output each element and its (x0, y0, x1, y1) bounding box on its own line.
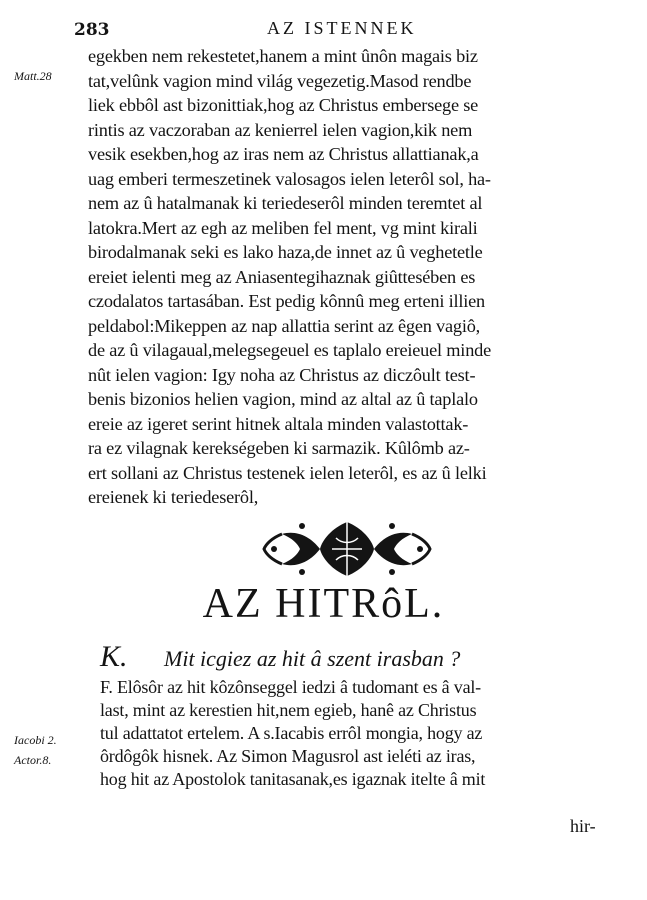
text-line: latokra.Mert az egh az meliben fel ment, vg mint kirali (88, 217, 478, 238)
text-line: rintis az vaczoraban az kenierrel ielen vagion,kik nem (88, 119, 473, 140)
text-line: nem az û hatalmanak ki teriedeserôl minden teremtet al (88, 193, 483, 213)
answer-line: ôrdôgôk hisnek. Az Simon Magusrol ast ieléti az iras, (100, 746, 476, 766)
answer-text (100, 676, 620, 791)
section-heading: AZ HITRôL. (202, 581, 445, 627)
text-line: uag emberi termeszetinek valosagos ielen leterôl sol, ha- (88, 168, 491, 189)
answer-line: tul adattatot ertelem. A s.Iacabis errôl mongia, hogy az (100, 723, 483, 743)
running-title: AZ ISTENNEK (267, 18, 417, 38)
body-text (88, 44, 616, 510)
text-line: ereie az igeret serint hitnek altala minden valastottak- (88, 413, 469, 434)
page-number: 283 (74, 20, 110, 40)
question-text: Mit icgiez az hit â szent irasban ? (164, 646, 461, 671)
text-line: liek ebbôl ast bizonittiak,hog az Christus embersege se (88, 95, 479, 115)
printers-ornament (262, 518, 432, 580)
text-line: ereiet ielenti meg az Aniasentegihaznak giûttesében es (88, 266, 476, 287)
margin-note-james: Iacobi 2. (14, 733, 57, 747)
text-line: nût ielen vagion: Igy noha az Christus az diczôult test- (88, 364, 476, 385)
catechism-question (100, 640, 620, 673)
answer-line: F. Elôsôr az hit kôzônseggel iedzi â tudomant es â val- (100, 677, 481, 697)
text-line: egekben nem rekestetet,hanem a mint ûnôn magais biz (88, 46, 478, 66)
text-line: ereienek ki teriedeserôl, (88, 487, 259, 507)
catchword: hir- (570, 816, 596, 836)
text-line: tat,velûnk vagion mind világ vegezetig.Masod rendbe (88, 70, 472, 91)
text-line: vesik esekben,hog az iras nem az Christus allattianak,a (88, 144, 479, 164)
text-line: ert sollani az Christus testenek ielen leterôl, es az û lelki (88, 462, 487, 483)
text-line: czodalatos tartasában. Est pedig kônnû meg erteni illien (88, 291, 485, 311)
text-line: birodalmanak seki es lako haza,de innet az û veghetetle (88, 242, 483, 262)
answer-line: hog hit az Apostolok tanitasanak,es igaznak itelte â mit (100, 769, 486, 789)
text-line: ra ez vilagnak kerekségeben ki sarmazik. Kûlômb az- (88, 438, 470, 458)
text-line: de az û vilagaual,melegsegeuel es taplalo ereieuel minde (88, 340, 491, 360)
question-marker: K. (100, 640, 128, 673)
margin-note-matthew: Matt.28 (14, 69, 52, 83)
running-head (62, 16, 607, 42)
margin-note-acts: Actor.8. (14, 753, 52, 767)
answer-line: last, mint az kerestien hit,nem egieb, hanê az Christus (100, 700, 477, 720)
text-line: peldabol:Mikeppen az nap allattia serint az êgen vagiô, (88, 315, 481, 336)
text-line: benis bizonios helien vagion, mind az altal az û taplalo (88, 389, 478, 409)
